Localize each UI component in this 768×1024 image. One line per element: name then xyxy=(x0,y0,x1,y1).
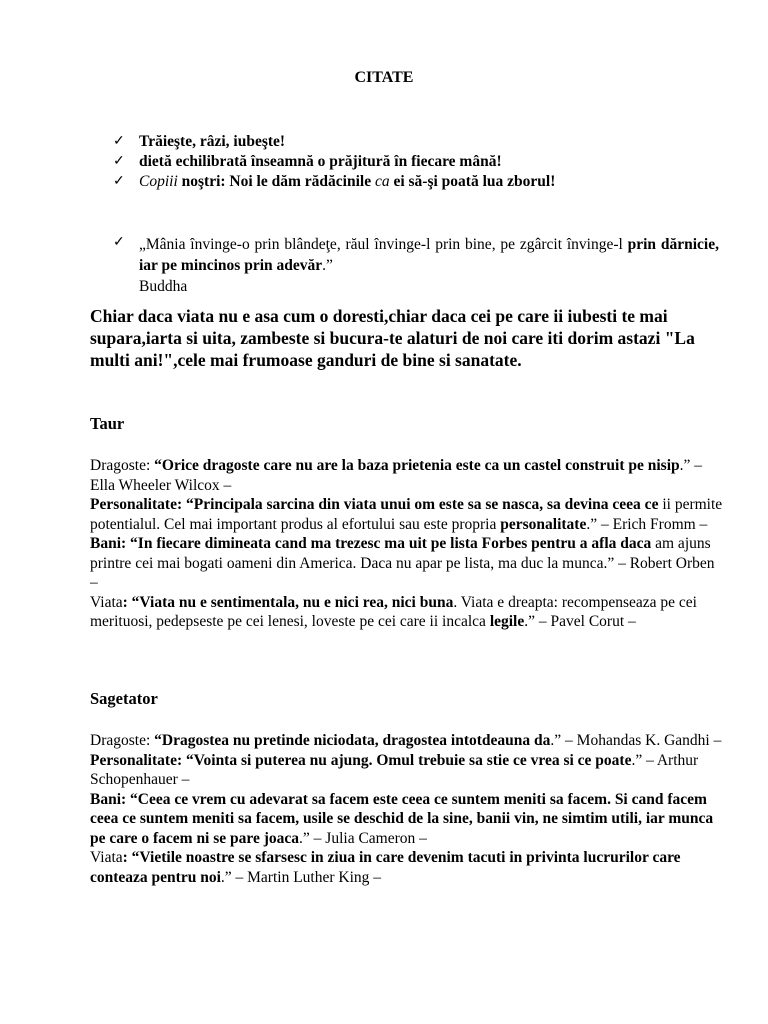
section-heading-sagetator: Sagetator xyxy=(90,689,158,708)
entry-bani xyxy=(90,534,724,593)
text-fragment: noştri: Noi le dăm rădăcinile xyxy=(177,173,375,190)
entry-label: Dragoste: xyxy=(90,732,155,749)
entry-quote: legile xyxy=(489,613,525,630)
entry-tail: .” – Julia Cameron – xyxy=(299,829,427,847)
entry-quote: : “Vietile noastre se sfarsesc in ziua in care devenim tacuti in privinta lucrurilor care conteaza pentru noi xyxy=(90,849,681,886)
checkmark-icon: ✓ xyxy=(113,134,125,149)
entry-personalitate xyxy=(90,751,724,790)
entry-label: Personalitate xyxy=(90,496,177,513)
section-heading-taur: Taur xyxy=(90,414,125,433)
entry-viata xyxy=(90,848,724,887)
checklist-item xyxy=(113,172,713,192)
checklist-item-text: Trăieşte, râzi, iubeşte! xyxy=(139,133,286,150)
entry-tail: .” – Arthur Schopenhauer – xyxy=(90,751,699,788)
entry-quote: : “Viata nu e sentimentala, nu e nici rea, nici buna xyxy=(122,593,454,611)
entry-quote: : “Ceea ce vrem cu adevarat sa facem este ceea ce suntem meniti sa facem. Si cand facem ceea ce suntem meniti sa facem, usile se deschid de la sine, banii vin, ne simtim utili, iar munca pe care o facem ni se pare joaca xyxy=(90,790,714,847)
checkmark-icon: ✓ xyxy=(113,235,125,250)
entry-label: Bani xyxy=(90,535,122,552)
entry-quote: “Dragostea nu pretinde niciodata, dragostea intotdeauna da xyxy=(154,732,551,749)
birthday-wish: Chiar daca viata nu e asa cum o doresti,chiar daca cei pe care ii iubesti te mai supara,iarta si uita, zambeste si bucura-te alaturi de noi care iti dorim astazi "La multi ani!",cele mai frumoase ganduri de bine si sanatate. xyxy=(90,306,695,370)
entry-tail: .” – Erich Fromm – xyxy=(586,515,708,533)
italic-word: ca xyxy=(374,173,390,190)
checklist xyxy=(113,132,713,192)
text-fragment: pe zgârcit învinge-l xyxy=(500,236,628,253)
checklist-item-text xyxy=(139,172,555,192)
entry-label: Dragoste: xyxy=(90,457,155,474)
entry-quote: “Orice dragoste care nu are la baza prietenia este ca un castel construit pe nisip xyxy=(154,457,680,474)
entry-quote: : “Principala sarcina din viata unui om este sa se nasca, sa devina ceea ce xyxy=(176,496,659,513)
text-fragment: .” xyxy=(322,257,333,274)
entry-text: am ajuns printre cei mai bogati oameni din America. Daca nu apar pe lista, ma duc la munca xyxy=(90,535,711,572)
checkmark-icon: ✓ xyxy=(113,154,125,169)
entry-tail: .” – Martin Luther King – xyxy=(220,868,382,886)
entry-label: Viata xyxy=(90,849,123,866)
buddha-quote xyxy=(113,234,719,297)
quote-line: „Mânia învinge-o prin blândeţe, răul învinge-l prin bine, xyxy=(139,236,496,253)
entry-personalitate xyxy=(90,495,724,534)
entry-tail: .” – Mohandas K. Gandhi – xyxy=(550,732,722,749)
quote-author: Buddha xyxy=(139,278,188,295)
entry-tail: .” – Pavel Corut – xyxy=(524,613,636,630)
entry-label: Bani xyxy=(90,790,122,808)
checklist-item xyxy=(113,152,713,172)
entry-dragoste xyxy=(90,731,724,751)
italic-word: Copiii xyxy=(139,173,178,190)
entry-quote: : “In fiecare dimineata cand ma trezesc ma uit pe lista Forbes pentru a afla daca xyxy=(121,535,652,552)
entry-dragoste xyxy=(90,456,724,495)
entry-viata xyxy=(90,593,724,632)
text-fragment: ei să-şi poată lua zborul! xyxy=(389,173,556,190)
entry-text: ii permite potentialul. Cel mai important produs al efortului sau este propria xyxy=(90,496,723,533)
document-title: CITATE xyxy=(354,69,414,86)
quote-text xyxy=(139,234,719,297)
entry-text: . Viata e dreapta: recompenseaza pe cei merituosi, pedepseste pe cei lenesi, loveste pe cei care ii incalca xyxy=(90,593,697,630)
entry-label: Personalitate xyxy=(90,751,177,769)
entry-quote: : “Vointa si puterea nu ajung. Omul trebuie sa stie ce vrea si ce poate xyxy=(176,751,632,769)
entry-tail: .” – Ella Wheeler Wilcox – xyxy=(90,457,703,494)
section-taur-entries xyxy=(90,456,724,632)
section-sagetator-entries xyxy=(90,731,724,887)
checkmark-icon: ✓ xyxy=(113,174,125,189)
entry-label: Viata xyxy=(90,593,123,611)
text-fragment: prin dărnicie, iar pe mincinos prin adevăr xyxy=(139,236,719,274)
checklist-item-text: dietă echilibrată înseamnă o prăjitură în fiecare mână! xyxy=(139,153,502,170)
entry-quote: personalitate xyxy=(500,515,587,533)
checklist-item xyxy=(113,132,713,152)
entry-tail: .” – Robert Orben – xyxy=(90,554,715,591)
entry-bani xyxy=(90,790,724,849)
